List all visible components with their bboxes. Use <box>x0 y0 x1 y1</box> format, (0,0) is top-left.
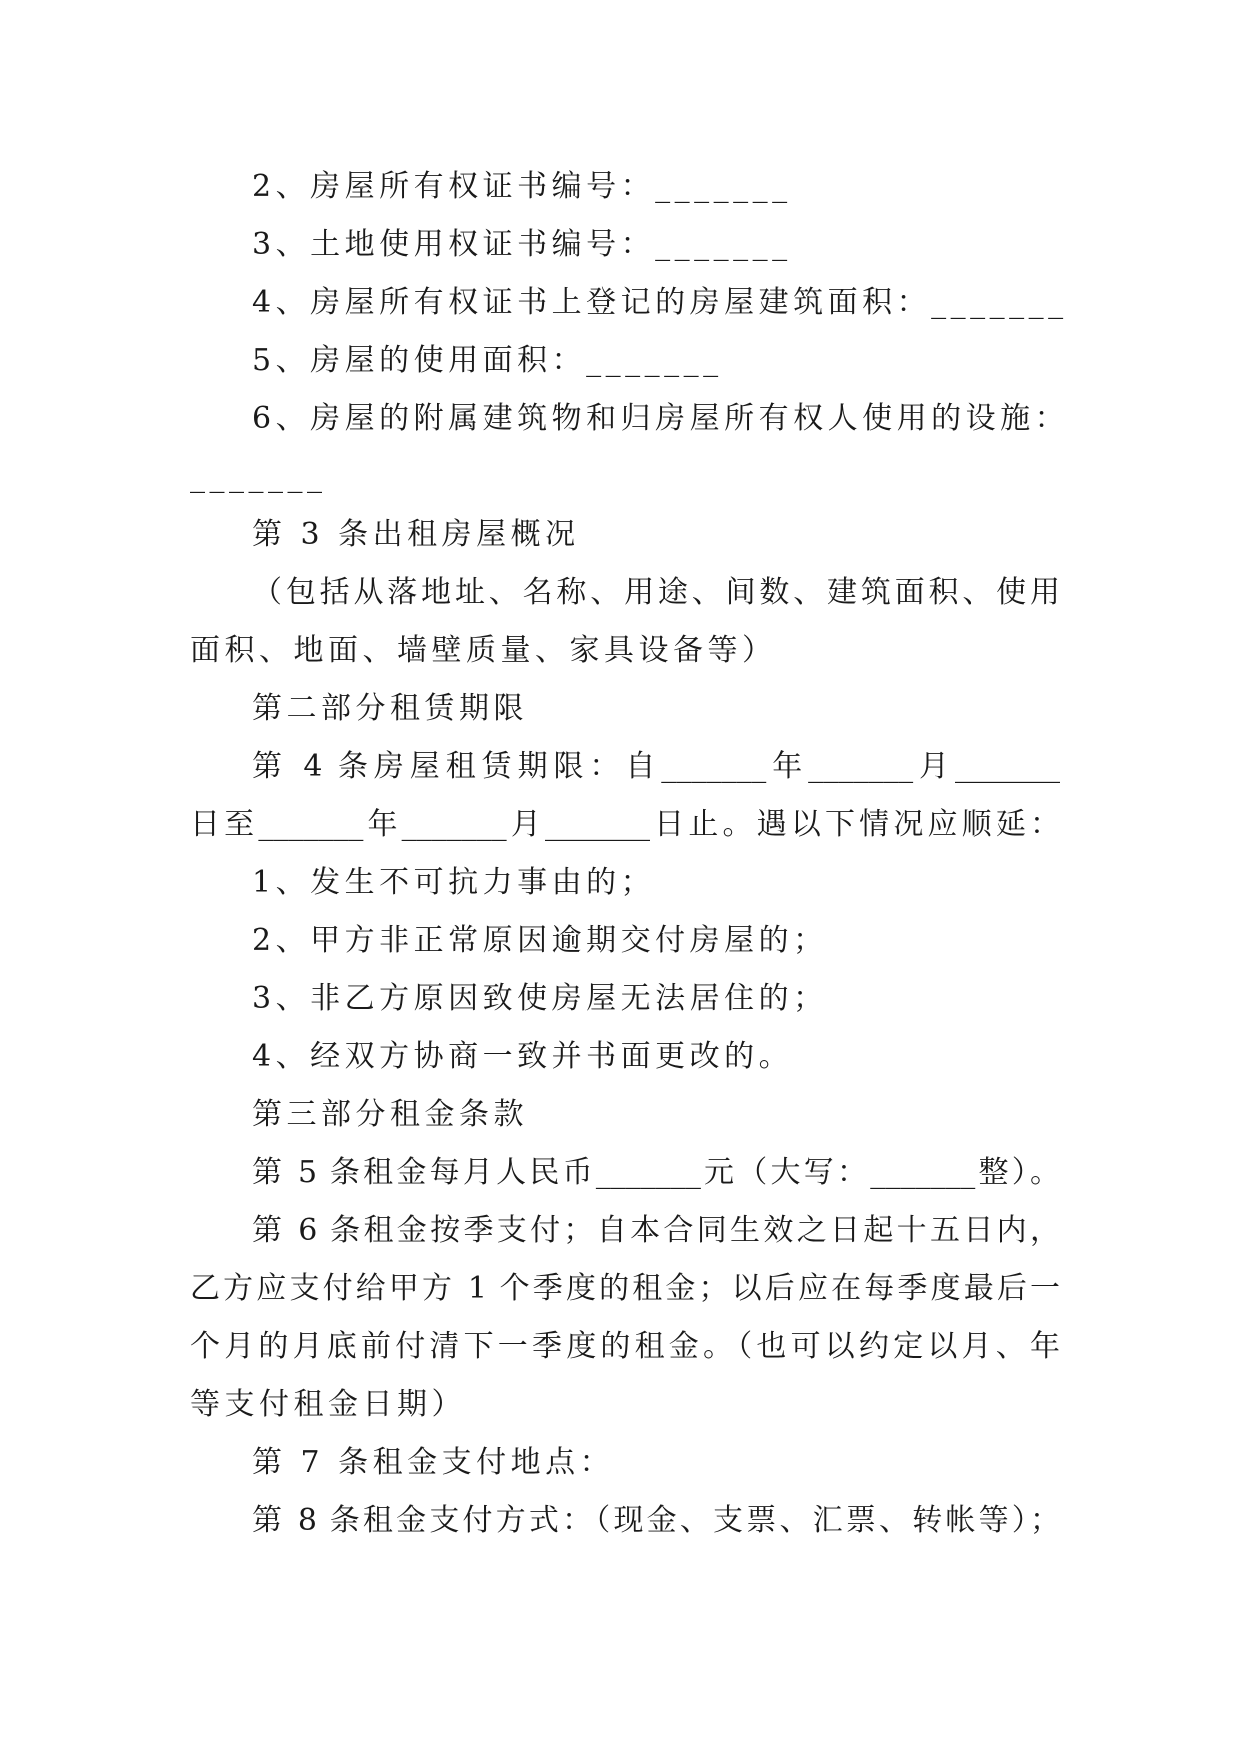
article-6-line-1: 第 6 条租金按季支付；自本合同生效之日起十五日内， <box>252 1213 1060 1248</box>
article-6-line-4: 等支付租金日期） <box>190 1387 466 1422</box>
clause-ownership-cert-number: 2、房屋所有权证书编号：_______ <box>252 169 792 204</box>
article-3-description-line-1: （包括从落地址、名称、用途、间数、建筑面积、使用 <box>252 575 1060 610</box>
article-6-line-3: 个月的月底前付清下一季度的租金。（也可以约定以月、年 <box>190 1329 1060 1364</box>
clause-registered-floor-area: 4、房屋所有权证书上登记的房屋建筑面积：_______ <box>252 285 1068 320</box>
clause-usable-area: 5、房屋的使用面积：_______ <box>252 343 723 378</box>
part-3-heading: 第三部分租金条款 <box>252 1097 528 1132</box>
article-4-line-2: 日至_______年_______月_______日止。遇以下情况应顺延： <box>190 807 1060 842</box>
article-6-line-2: 乙方应支付给甲方 1 个季度的租金；以后应在每季度最后一 <box>190 1271 1060 1306</box>
article-4-line-1: 第 4 条房屋租赁期限：自_______年_______月_______ <box>252 749 1060 784</box>
article-8: 第 8 条租金支付方式：（现金、支票、汇票、转帐等）； <box>252 1503 1060 1538</box>
extension-item-2: 2、甲方非正常原因逾期交付房屋的； <box>252 923 828 958</box>
clause-ancillary-facilities-blank: _______ <box>190 459 327 494</box>
article-3-description-line-2: 面积、地面、墙壁质量、家具设备等） <box>190 633 777 668</box>
extension-item-1: 1、发生不可抗力事由的； <box>252 865 656 900</box>
part-2-heading: 第二部分租赁期限 <box>252 691 528 726</box>
clause-land-use-cert-number: 3、土地使用权证书编号：_______ <box>252 227 792 262</box>
document-body <box>190 158 1070 1550</box>
article-7: 第 7 条租金支付地点： <box>252 1445 615 1480</box>
extension-item-4: 4、经双方协商一致并书面更改的。 <box>252 1039 794 1074</box>
extension-item-3: 3、非乙方原因致使房屋无法居住的； <box>252 981 828 1016</box>
article-5: 第 5 条租金每月人民币_______元（大写：_______整）。 <box>252 1155 1060 1190</box>
clause-ancillary-facilities: 6、房屋的附属建筑物和归房屋所有权人使用的设施： <box>252 401 1070 436</box>
article-3-heading: 第 3 条出租房屋概况 <box>252 517 580 552</box>
